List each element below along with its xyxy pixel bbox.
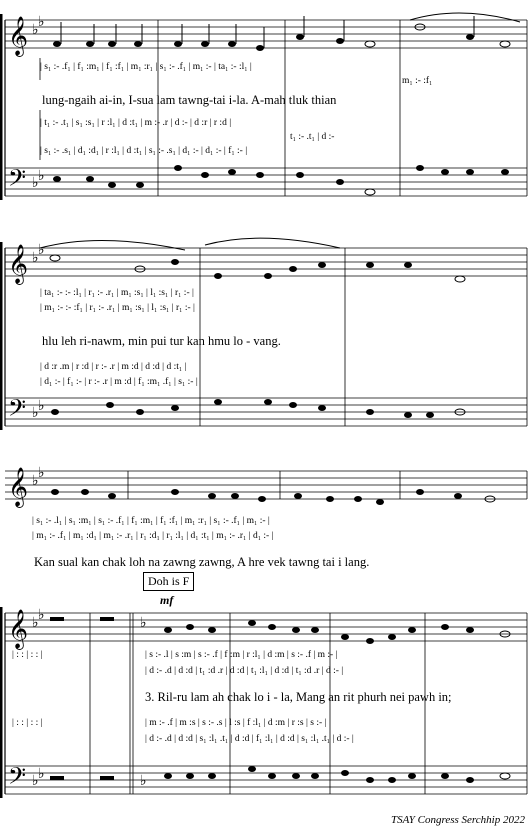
solfa-s2-top: | ta₁ :- :- :l₁ | r₁ :- .r₁ | m₁ :s₁ | l₁ :s₁ | r₁ :- | — [40, 288, 194, 298]
solfa-s3-top: | s₁ :- .l₁ | s₁ :m₁ | s₁ :- .f₁ | f₁ :m₁ | f₁ :f₁ | m₁ :r₁ | s₁ :- .f₁ | m₁ :- | — [32, 516, 270, 526]
solfa-s4-bass: | d :- .d | d :d | s₁ :l₁ .t₁ | d :d | f₁ :l₁ | d :d | s₁ :l₁ .t₁ | d :- | — [145, 734, 354, 744]
svg-text:♭: ♭ — [32, 774, 39, 789]
lyrics-line1: lung-ngaih ai-in, I-sua lam tawng-tai i-la. A-mah tluk thian — [42, 93, 337, 107]
svg-text:𝄢: 𝄢 — [8, 762, 27, 795]
lyrics-line4: 3. Ril-ru lam ah chak lo i - la, Mang an rit phurh nei pawh in; — [145, 690, 452, 704]
svg-text:𝄞: 𝄞 — [8, 244, 29, 284]
solfa-s1-tenor: | t₁ :- .t₁ | s₁ :s₁ | r :l₁ | d :t₁ | m :- .r | d :- | d :r | r :d | — [40, 118, 232, 128]
svg-text:♭: ♭ — [38, 169, 45, 184]
lyrics-line2: hlu leh ri-nawm, min pui tur kan hmu lo - vang. — [42, 334, 281, 348]
solfa-s2-tenor: | d :r .m | r :d | r :- .r | m :d | d :d | d :t₁ | — [40, 362, 187, 372]
svg-text:♭: ♭ — [38, 608, 45, 623]
solfa-s4-top: | s :- .l | s :m | s :- .f | f :m | r :l₁ | d :m | s :- .f | m :- | — [145, 650, 338, 660]
svg-text:♭: ♭ — [140, 616, 147, 631]
solfa-s1-top2: m₁ :- :f₁ — [402, 76, 433, 86]
svg-text:♭: ♭ — [140, 774, 147, 789]
svg-text:♭: ♭ — [32, 406, 39, 421]
svg-text:♭: ♭ — [32, 474, 39, 489]
svg-text:♭: ♭ — [38, 767, 45, 782]
svg-text:♭: ♭ — [32, 616, 39, 631]
lyrics-line3: Kan sual kan chak loh na zawng zawng, A hre vek tawng tai i lang. — [34, 555, 370, 569]
solfa-rest-2: | : : | : : | — [12, 718, 43, 728]
solfa-s1-tenor2: t₁ :- .t₁ | d :- — [290, 132, 335, 142]
solfa-s3-top2: | m₁ :- .f₁ | m₁ :d₁ | m₁ :- .r₁ | r₁ :d₁ | r₁ :l₁ | d₁ :t₁ | m₁ :- .r₁ | d₁ :- | — [32, 531, 274, 541]
key-label: Doh is F — [143, 572, 194, 591]
credit-text: TSAY Congress Serchhip 2022 — [391, 814, 525, 826]
solfa-s2-top2: | m₁ :- :- :f₁ | r₁ :- .r₁ | m₁ :s₁ | l₁ :s₁ | r₁ :- | — [40, 303, 195, 313]
svg-text:♭: ♭ — [32, 23, 39, 38]
svg-text:♭: ♭ — [38, 15, 45, 30]
solfa-s2-bass: | d₁ :- | f₁ :- | r :- .r | m :d | f₁ :m₁ .f₁ | s₁ :- | — [40, 377, 198, 387]
svg-text:♭: ♭ — [32, 251, 39, 266]
solfa-s1-bass: | s₁ :- .s₁ | d₁ :d₁ | r :l₁ | d :t₁ | s₁ :- .s₁ | d₁ :- | d₁ :- | f₁ :- | — [40, 146, 248, 156]
svg-text:♭: ♭ — [32, 176, 39, 191]
solfa-s4-tenor: | m :- .f | m :s | s :- .s | l :s | f :l₁ | d :m | r :s | s :- | — [145, 718, 327, 728]
svg-text:♭: ♭ — [38, 399, 45, 414]
solfa-s1-top: | s₁ :- .f₁ | f₁ :m₁ | f₁ :f₁ | m₁ :r₁ | s₁ :- .f₁ | m₁ :- | ta₁ :- :l₁ | — [40, 62, 252, 72]
svg-text:♭: ♭ — [38, 243, 45, 258]
solfa-s4-top2: | d :- .d | d :d | t₁ :d .r | d :d | t₁ :l₁ | d :d | t₁ :d .r | d :- | — [145, 666, 344, 676]
system1-notes — [53, 16, 510, 51]
treble-clef-icon: 𝄞 — [8, 16, 29, 56]
svg-text:♭: ♭ — [38, 466, 45, 481]
svg-text:𝄞: 𝄞 — [8, 609, 29, 649]
svg-text:𝄢: 𝄢 — [8, 394, 27, 427]
solfa-rest-1: | : : | : : | — [12, 650, 43, 660]
dynamic-mark: mf — [160, 593, 174, 607]
system1-treble-staff — [5, 20, 527, 48]
svg-text:𝄞: 𝄞 — [8, 467, 29, 507]
bass-clef-icon: 𝄢 — [8, 164, 27, 197]
